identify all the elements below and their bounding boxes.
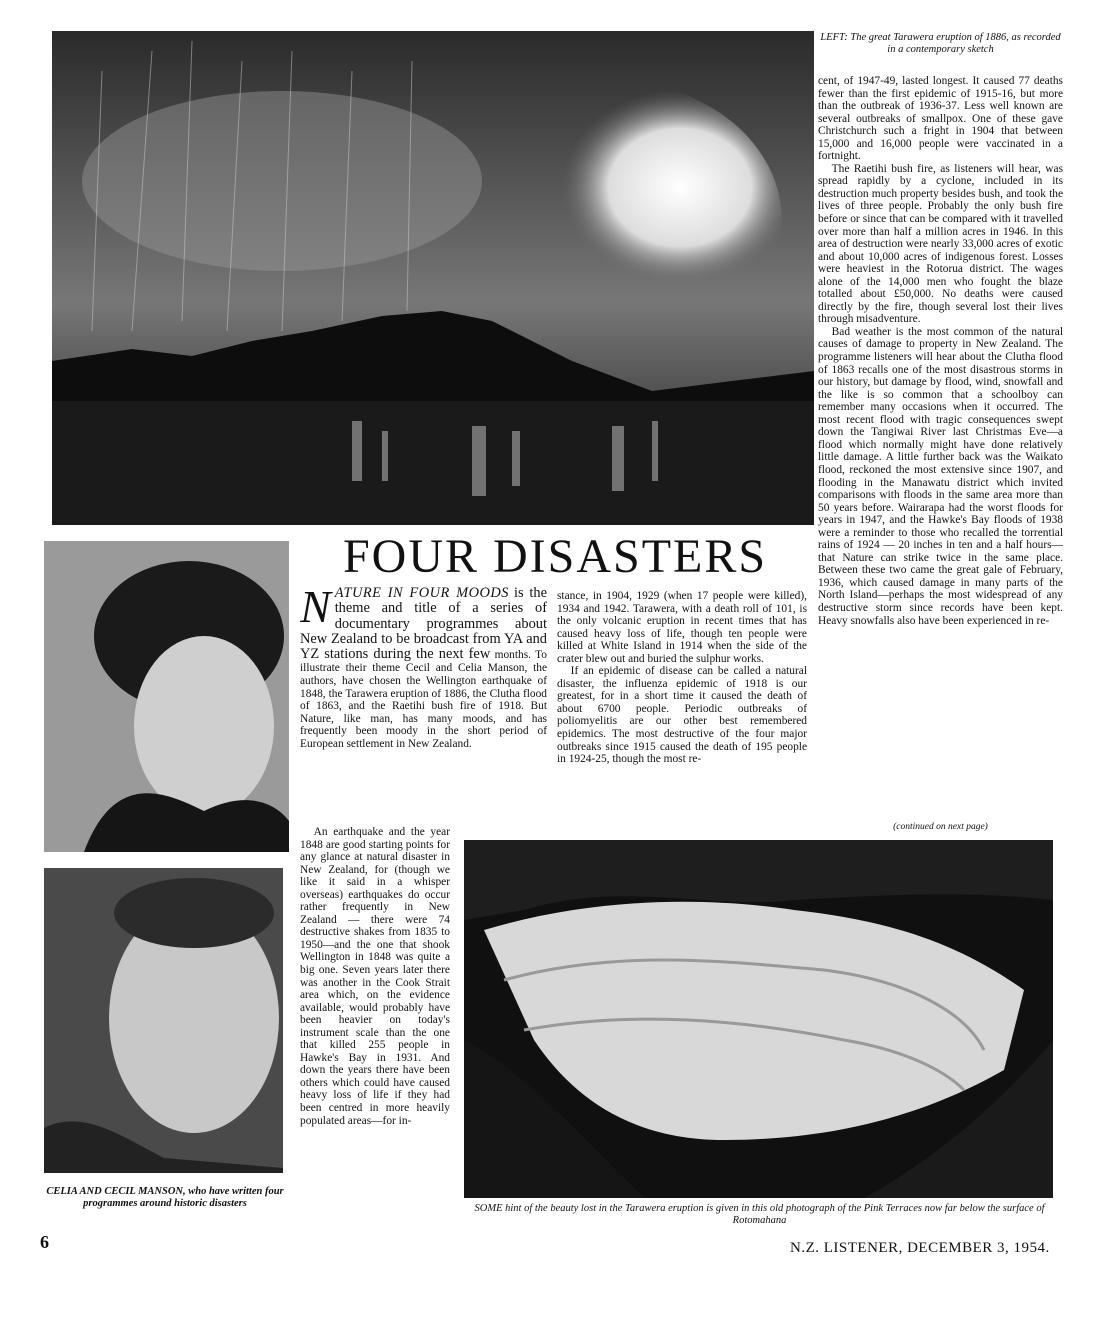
- continued-note: (continued on next page): [893, 822, 988, 832]
- eruption-caption: LEFT: The great Tarawera eruption of 1886, as recorded in a contemporary sketch: [820, 32, 1061, 55]
- article-column-1-narrow: [300, 826, 450, 1231]
- pink-terraces-photo: [464, 840, 1053, 1198]
- article-column-2: [557, 590, 807, 836]
- col1-tail: months. To illustrate their theme Cecil and Celia Manson, the authors, have chosen the Wellington earthquake of 1848, the Tarawera eruption of 1886, the Clutha flood of 1863, and the Raetihi bush fire of 1918. But Nature, like man, has many moods, and has frequently been moody in the short period of European settlement in New Zealand.: [300, 649, 547, 750]
- eruption-illustration: [52, 31, 814, 525]
- article-column-1: [300, 586, 547, 866]
- authors-caption: CELIA AND CECIL MANSON, who have written four programmes around historic disasters: [46, 1186, 284, 1209]
- col1-paragraph-2: An earthquake and the year 1848 are good starting points for any glance at natural disaster in New Zealand, for (though we like it said in a whisper overseas) earthquakes do occur rather frequently in New Zealand — there were 74 destructive shakes from 1835 to 1950—and the one that shook Wellington in 1848 was quite a big one. Seven years later there was another in the Cook Strait area which, on the evidence available, would probably have been heavier on today's instrument scale than the one that killed 255 people in Hawke's Bay in 1931. And down the years there have been others which could have caused heavy loss of life if they had been centred in more heavily populated areas—for in-: [300, 826, 450, 1127]
- tarawera-eruption-sketch: [52, 31, 814, 525]
- celia-manson-portrait: [44, 541, 289, 852]
- col2-paragraph-2: If an epidemic of disease can be called a natural disaster, the influenza epidemic of 1918 is our greatest, for in a short time it caused the death of about 6700 people. Periodic outbreaks of poliomyelitis are our other best remembered epidemics. The most destructive of the four major outbreaks since 1915 caused the death of 195 people in 1924-25, though the most re-: [557, 665, 807, 766]
- publication-footer: N.Z. LISTENER, DECEMBER 3, 1954.: [790, 1240, 1050, 1256]
- col2-paragraph-1: stance, in 1904, 1929 (when 17 people were killed), 1934 and 1942. Tarawera, with a death roll of 101, is the only volcanic eruption in recent times that has caused heavy loss of life, though ten people were killed at White Island in 1914 when the side of the crater blew out and buried the sulphur works.: [557, 590, 807, 665]
- col3-paragraph-1: cent, of 1947-49, lasted longest. It caused 77 deaths fewer than the first epidemic of 1915-16, but more than the outbreak of 1936-37. Less well known are several outbreaks of smallpox. One of these gave Christchurch such a fright in 1904 that between 15,000 and 16,000 people were vaccinated in a fortnight.: [818, 75, 1063, 163]
- headline: FOUR DISASTERS: [342, 530, 768, 583]
- article-column-3: [818, 75, 1063, 835]
- col1-paragraph-1: [300, 586, 547, 750]
- page-number: 6: [40, 1232, 49, 1252]
- col3-paragraph-3: Bad weather is the most common of the natural causes of damage to property in New Zealand. The programme listeners will hear about the Clutha flood of 1863 recalls one of the most disastrous storms in our history, but damage by flood, wind, snowfall and the like is so common that a schoolboy can remember many occasions when it occurred. The most recent flood with tragic consequences swept down the Tangiwai River last Christmas Eve—a flood which normally might have done relatively little damage. A little further back was the Waikato flood, reckoned the most extensive since 1907, and flooding in the Manawatu district which invited comparisons with floods in the same area more than 50 years before. Wairarapa had the worst floods for years in 1947, and the Hawke's Bay floods of 1938 were a reminder to those who recalled the torrential rains of 1924 — 20 inches in ten and a half hours— that Nature can strike twice in the same place. Between these two came the great gale of February, 1936, which caused damage in many parts of the North Island—perhaps the most widespread of any destructive storm since records have been kept. Heavy snowfalls also have been experienced in re-: [818, 325, 1063, 627]
- col3-paragraph-2: The Raetihi bush fire, as listeners will hear, was spread rapidly by a cyclone, included in its destruction much property besides bush, and took the lives of three people. Probably the only bush fire before or since that can be compared with it travelled over more than half a million acres in 1946. In this area of destruction were nearly 33,000 acres of exotic and about 10,000 acres of indigenous forest. Losses were heaviest in the Rotorua district. The wages alone of the 14,000 men who fought the blaze totalled about £50,000. No deaths were caused directly by the fire, though several lost their lives through misadventure.: [818, 162, 1063, 326]
- col1-lead-in: ATURE IN FOUR MOODS: [334, 586, 509, 601]
- terraces-caption: SOME hint of the beauty lost in the Tarawera eruption is given in this old photograph of the Pink Terraces now far below the surface of Rotomahana: [474, 1203, 1045, 1226]
- col1-big-text: is the theme and title of a series of documentary programmes about New Zealand to be broadcast from YA and YZ stations during the next few: [300, 586, 547, 663]
- cecil-manson-portrait: [44, 868, 283, 1173]
- drop-cap: N: [300, 586, 331, 632]
